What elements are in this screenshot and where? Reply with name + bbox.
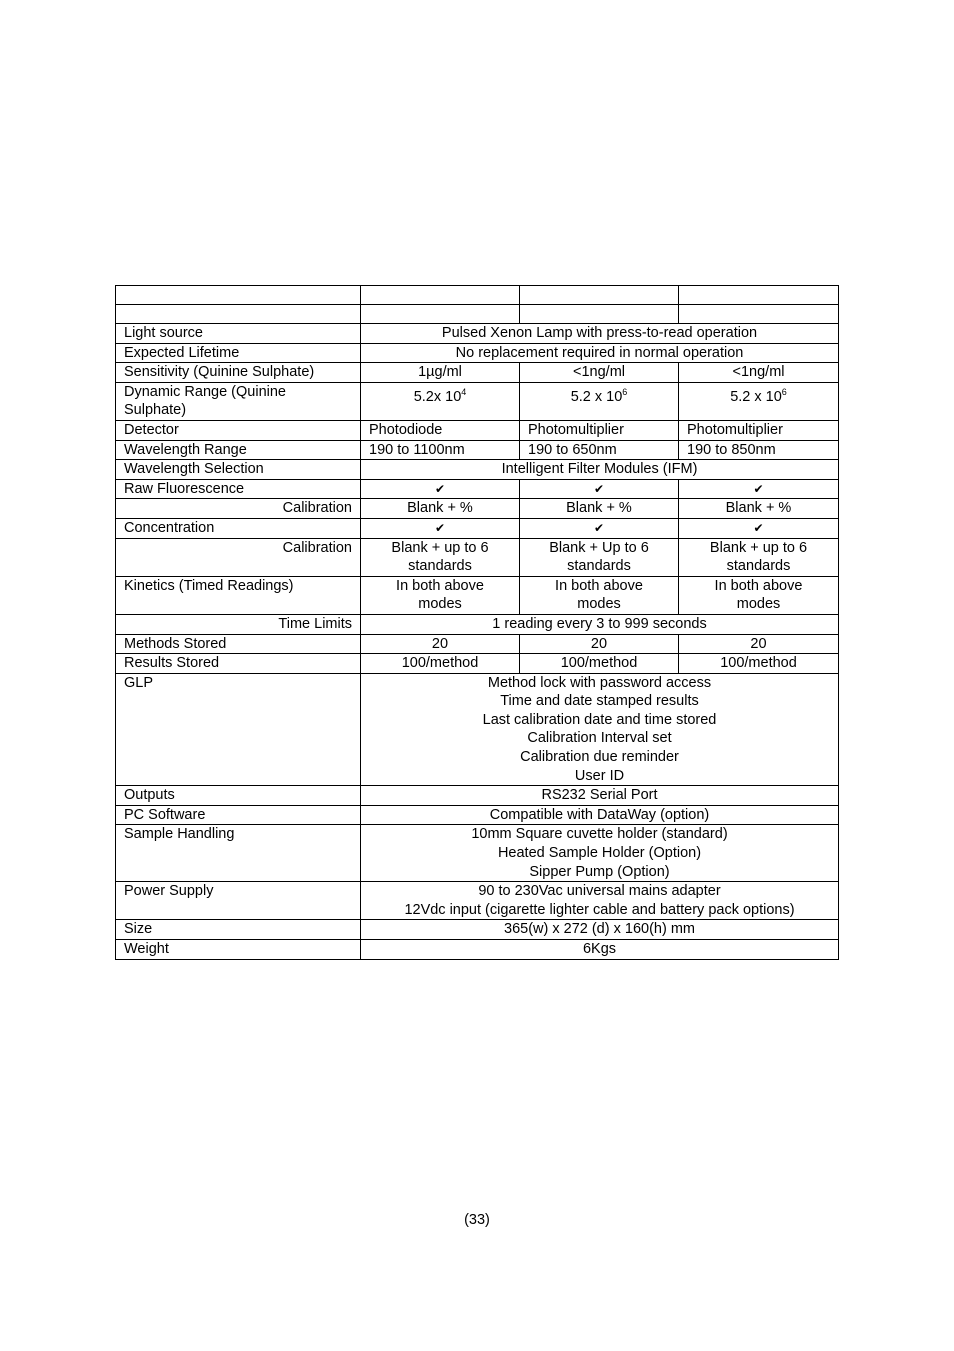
table-row bbox=[116, 825, 839, 882]
table-row bbox=[116, 420, 839, 440]
row-label: Wavelength Selection bbox=[116, 460, 361, 480]
header-cell bbox=[679, 286, 839, 305]
specification-table bbox=[115, 285, 839, 960]
row-value: Intelligent Filter Modules (IFM) bbox=[361, 460, 839, 480]
header-cell bbox=[361, 305, 520, 324]
value-exponent: 6 bbox=[781, 386, 787, 397]
cell-model-1: 100/method bbox=[361, 654, 520, 674]
header-cell bbox=[520, 305, 679, 324]
row-value: 1 reading every 3 to 999 seconds bbox=[361, 614, 839, 634]
cell-model-2: 100/method bbox=[520, 654, 679, 674]
cell-model-1: 190 to 1100nm bbox=[361, 440, 520, 460]
value-base: 5.2 x 10 bbox=[570, 388, 623, 405]
table-row bbox=[116, 882, 839, 920]
sample-handling-line: Sipper Pump (Option) bbox=[529, 863, 670, 880]
sample-handling-line: 10mm Square cuvette holder (standard) bbox=[471, 826, 728, 843]
cell-model-3: Photomultiplier bbox=[679, 420, 839, 440]
table-row bbox=[116, 460, 839, 480]
cell-model-1: 1µg/ml bbox=[361, 363, 520, 383]
table-row bbox=[116, 518, 839, 538]
cell-model-2: In both above modes bbox=[520, 576, 679, 614]
row-label: GLP bbox=[116, 673, 361, 786]
row-label: Outputs bbox=[116, 786, 361, 806]
sample-handling-line: Heated Sample Holder (Option) bbox=[497, 845, 702, 862]
check-icon: ✔ bbox=[679, 479, 839, 499]
row-value: Pulsed Xenon Lamp with press-to-read operation bbox=[361, 324, 839, 344]
cell-model-2: Photomultiplier bbox=[520, 420, 679, 440]
header-cell bbox=[116, 305, 361, 324]
cell-model-3: 20 bbox=[679, 634, 839, 654]
cell-model-1: 20 bbox=[361, 634, 520, 654]
value-exponent: 6 bbox=[622, 386, 628, 397]
row-label: Kinetics (Timed Readings) bbox=[116, 576, 361, 614]
row-label: Dynamic Range (Quinine Sulphate) bbox=[116, 382, 361, 420]
cell-model-1: Photodiode bbox=[361, 420, 520, 440]
table-row bbox=[116, 805, 839, 825]
cell-model-1: Blank + % bbox=[361, 499, 520, 519]
table-row bbox=[116, 343, 839, 363]
glp-line: Calibration due reminder bbox=[520, 749, 679, 766]
row-label: Weight bbox=[116, 940, 361, 960]
row-value: Compatible with DataWay (option) bbox=[361, 805, 839, 825]
cell-model-3 bbox=[679, 382, 839, 420]
cell-model-3: <1ng/ml bbox=[679, 363, 839, 383]
row-label: Detector bbox=[116, 420, 361, 440]
table-row bbox=[116, 654, 839, 674]
cell-model-3: In both above modes bbox=[679, 576, 839, 614]
row-label: Concentration bbox=[116, 518, 361, 538]
power-supply-line: 12Vdc input (cigarette lighter cable and battery pack options) bbox=[404, 901, 795, 918]
cell-model-2: 20 bbox=[520, 634, 679, 654]
value-base: 5.2 x 10 bbox=[730, 388, 782, 405]
row-value-multiline bbox=[361, 673, 839, 786]
row-label: Calibration bbox=[116, 499, 361, 519]
row-label: Power Supply bbox=[116, 882, 361, 920]
row-label: Time Limits bbox=[116, 614, 361, 634]
table-row bbox=[116, 324, 839, 344]
header-cell bbox=[520, 286, 679, 305]
row-label: Size bbox=[116, 920, 361, 940]
glp-line: User ID bbox=[574, 767, 625, 784]
header-row bbox=[116, 286, 839, 305]
glp-line: Method lock with password access bbox=[487, 674, 712, 691]
table-row bbox=[116, 920, 839, 940]
header-row bbox=[116, 305, 839, 324]
check-icon: ✔ bbox=[361, 479, 520, 499]
row-value: 6Kgs bbox=[361, 940, 839, 960]
table-row bbox=[116, 614, 839, 634]
table-row bbox=[116, 673, 839, 786]
cell-model-1: In both above modes bbox=[361, 576, 520, 614]
row-label: Raw Fluorescence bbox=[116, 479, 361, 499]
cell-model-2: Blank + Up to 6 standards bbox=[520, 538, 679, 576]
cell-model-3: 190 to 850nm bbox=[679, 440, 839, 460]
header-cell bbox=[116, 286, 361, 305]
cell-model-3: Blank + % bbox=[679, 499, 839, 519]
row-label: Sample Handling bbox=[116, 825, 361, 882]
row-value-multiline bbox=[361, 882, 839, 920]
value-exponent: 4 bbox=[461, 386, 467, 397]
row-value: No replacement required in normal operation bbox=[361, 343, 839, 363]
table-row bbox=[116, 634, 839, 654]
table-row bbox=[116, 363, 839, 383]
row-label: Methods Stored bbox=[116, 634, 361, 654]
row-label: Sensitivity (Quinine Sulphate) bbox=[116, 363, 361, 383]
row-label: Light source bbox=[116, 324, 361, 344]
cell-model-2 bbox=[520, 382, 679, 420]
cell-model-3: Blank + up to 6 standards bbox=[679, 538, 839, 576]
table-row bbox=[116, 538, 839, 576]
table-row bbox=[116, 479, 839, 499]
check-icon: ✔ bbox=[520, 479, 679, 499]
glp-line: Last calibration date and time stored bbox=[482, 711, 717, 728]
row-value: RS232 Serial Port bbox=[361, 786, 839, 806]
cell-model-2: <1ng/ml bbox=[520, 363, 679, 383]
row-value-multiline bbox=[361, 825, 839, 882]
cell-model-3: 100/method bbox=[679, 654, 839, 674]
table-row bbox=[116, 576, 839, 614]
header-cell bbox=[679, 305, 839, 324]
table-row bbox=[116, 786, 839, 806]
power-supply-line: 90 to 230Vac universal mains adapter bbox=[478, 883, 721, 900]
check-icon: ✔ bbox=[520, 518, 679, 538]
cell-model-2: 190 to 650nm bbox=[520, 440, 679, 460]
table-row bbox=[116, 382, 839, 420]
cell-model-1: Blank + up to 6 standards bbox=[361, 538, 520, 576]
glp-line: Time and date stamped results bbox=[500, 693, 699, 710]
cell-model-1 bbox=[361, 382, 520, 420]
row-label: Results Stored bbox=[116, 654, 361, 674]
table-row bbox=[116, 440, 839, 460]
check-icon: ✔ bbox=[679, 518, 839, 538]
row-label: Wavelength Range bbox=[116, 440, 361, 460]
glp-line: Calibration Interval set bbox=[527, 730, 672, 747]
table-row bbox=[116, 499, 839, 519]
page-number: (33) bbox=[464, 1212, 490, 1228]
cell-model-2: Blank + % bbox=[520, 499, 679, 519]
row-label: Calibration bbox=[116, 538, 361, 576]
value-base: 5.2x 10 bbox=[413, 388, 462, 405]
row-value: 365(w) x 272 (d) x 160(h) mm bbox=[361, 920, 839, 940]
header-cell bbox=[361, 286, 520, 305]
row-label: Expected Lifetime bbox=[116, 343, 361, 363]
row-label: PC Software bbox=[116, 805, 361, 825]
check-icon: ✔ bbox=[361, 518, 520, 538]
table-row bbox=[116, 940, 839, 960]
